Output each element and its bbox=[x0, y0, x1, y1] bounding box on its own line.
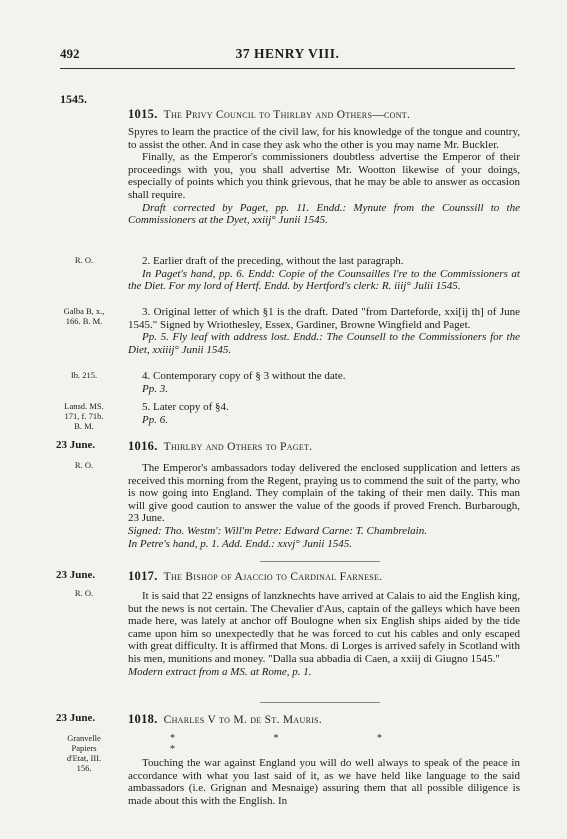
paragraph: Touching the war against England you will do well always to speak of the peace in accordance with what you last said of it, as we have held like language to the said ambassadors (i.e. Grignan and Mesnaige) assuring them that all possible diligence is made about this with the English. In bbox=[128, 757, 520, 807]
item-body bbox=[128, 401, 520, 426]
entry-title: The Bishop of Ajaccio to Cardinal Farnese. bbox=[163, 571, 383, 583]
paragraph: 2. Earlier draft of the preceding, without the last paragraph. bbox=[142, 255, 404, 267]
entry-title: Charles V to M. de St. Mauris. bbox=[163, 714, 323, 726]
entry-heading bbox=[128, 570, 520, 584]
editorial-note: Modern extract from a MS. at Rome, p. 1. bbox=[128, 665, 312, 678]
entry-heading bbox=[128, 108, 520, 122]
ellipsis-stars: * * * * bbox=[170, 733, 430, 755]
page-number: 492 bbox=[60, 46, 80, 61]
editorial-note: In Paget's hand, pp. 6. Endd: Copie of the Counsailles l're to the Commissioners at the Diet. For my lord of Hertf. Endd. by Hertford's clerk: R. iiij° Julii 1545. bbox=[128, 267, 520, 293]
paragraph: It is said that 22 ensigns of lanzknechts have arrived at Calais to aid the English king, but the news is not certain. The Chevalier d'Aus, captain of the galleys which have been made here, was lately at anchor off Boulogne when six English ships aided by the tide came upon him so unexpectedly that he was forced to cut his cables and only escaped with great difficulty. It is affirmed that Mons. di Lorges is arrived safely in Scotland with his men, munitions and money. "Dalla sua abbadia di Caen, a xxiij di Giugno 1545." bbox=[128, 590, 520, 665]
signatories: Signed: Tho. Westm': Will'm Petre: Edward Carne: T. Chambrelain. bbox=[128, 524, 427, 537]
paragraph: The Emperor's ambassadors today delivered the enclosed supplication and letters as received this morning from the Regent, praying us to commend the suit of the party, who is now going into England. They complain of the taking of their men daily. This man will give good caution to answer the value of the goods if proved French. Burbarough, 23 June. bbox=[128, 462, 520, 525]
item-body bbox=[128, 255, 520, 293]
editorial-note: Draft corrected by Paget, pp. 11. Endd.: Mynute from the Counssill to the Commissioners at the Dyet, xxiij° Junii 1545. bbox=[128, 201, 520, 227]
entry-number: 1015. bbox=[128, 107, 158, 121]
entry-separator bbox=[260, 702, 380, 703]
entry-body bbox=[128, 126, 520, 227]
entry-title: Thirlby and Others to Paget. bbox=[163, 441, 313, 453]
page-header bbox=[60, 46, 515, 64]
item-body bbox=[128, 306, 520, 356]
paragraph: 4. Contemporary copy of § 3 without the date. bbox=[142, 370, 346, 382]
entry-heading bbox=[128, 440, 520, 454]
entry-body bbox=[128, 590, 520, 678]
paragraph: Spyres to learn the practice of the civil law, for his knowledge of the tongue and country, to assist the other. And in case they ask who the other is you may name Mr. Buckler. bbox=[128, 126, 520, 151]
margin-source: Granvelle Papiers d'Etat, III. 156. bbox=[66, 733, 102, 773]
entry-number: 1018. bbox=[128, 712, 158, 726]
margin-source: R. O. bbox=[74, 255, 94, 265]
margin-source: R. O. bbox=[74, 588, 94, 598]
entry-body bbox=[128, 757, 520, 807]
paragraph: Finally, as the Emperor's commissioners doubtless advertise the Emperor of their proceedings with you, you shall advertise Mr. Wootton likewise of your doings, especially of points which you think grievous, that he may be able to answer as occasion shall require. bbox=[128, 151, 520, 201]
header-rule bbox=[60, 68, 515, 69]
margin-source: Galba B, x., 166. B. M. bbox=[63, 306, 105, 326]
margin-source: R. O. bbox=[74, 460, 94, 470]
editorial-note: Pp. 5. Fly leaf with address lost. Endd.: The Counsell to the Commissioners for the Diet, xxiiij° Junii 1545. bbox=[128, 331, 520, 356]
paragraph: 5. Later copy of §4. bbox=[142, 401, 229, 413]
entry-date: 23 June. bbox=[56, 569, 96, 581]
paragraph: 3. Original letter of which §1 is the draft. Dated "from Darteforde, xxi[ij th] of June 1545." Signed by Wriothesley, Essex, Gardiner, Browne Wingfield and Paget. bbox=[128, 306, 520, 331]
margin-source: Ib. 215. bbox=[70, 370, 98, 380]
running-title: 37 HENRY VIII. bbox=[235, 46, 340, 61]
editorial-note: Pp. 3. bbox=[142, 382, 168, 395]
entry-heading bbox=[128, 713, 520, 727]
entry-separator bbox=[260, 561, 380, 562]
entry-body bbox=[128, 462, 520, 550]
entry-number: 1016. bbox=[128, 439, 158, 453]
item-body bbox=[128, 370, 520, 395]
editorial-note: In Petre's hand, p. 1. Add. Endd.: xxvj° Junii 1545. bbox=[128, 537, 352, 550]
entry-date: 23 June. bbox=[56, 439, 96, 451]
entry-date: 23 June. bbox=[56, 712, 96, 724]
editorial-note: Pp. 6. bbox=[142, 413, 168, 426]
entry-number: 1017. bbox=[128, 569, 158, 583]
margin-year: 1545. bbox=[60, 92, 87, 106]
margin-source: Lansd. MS. 171, f. 71b. B. M. bbox=[64, 401, 104, 431]
entry-title: The Privy Council to Thirlby and Others—cont. bbox=[163, 109, 411, 121]
